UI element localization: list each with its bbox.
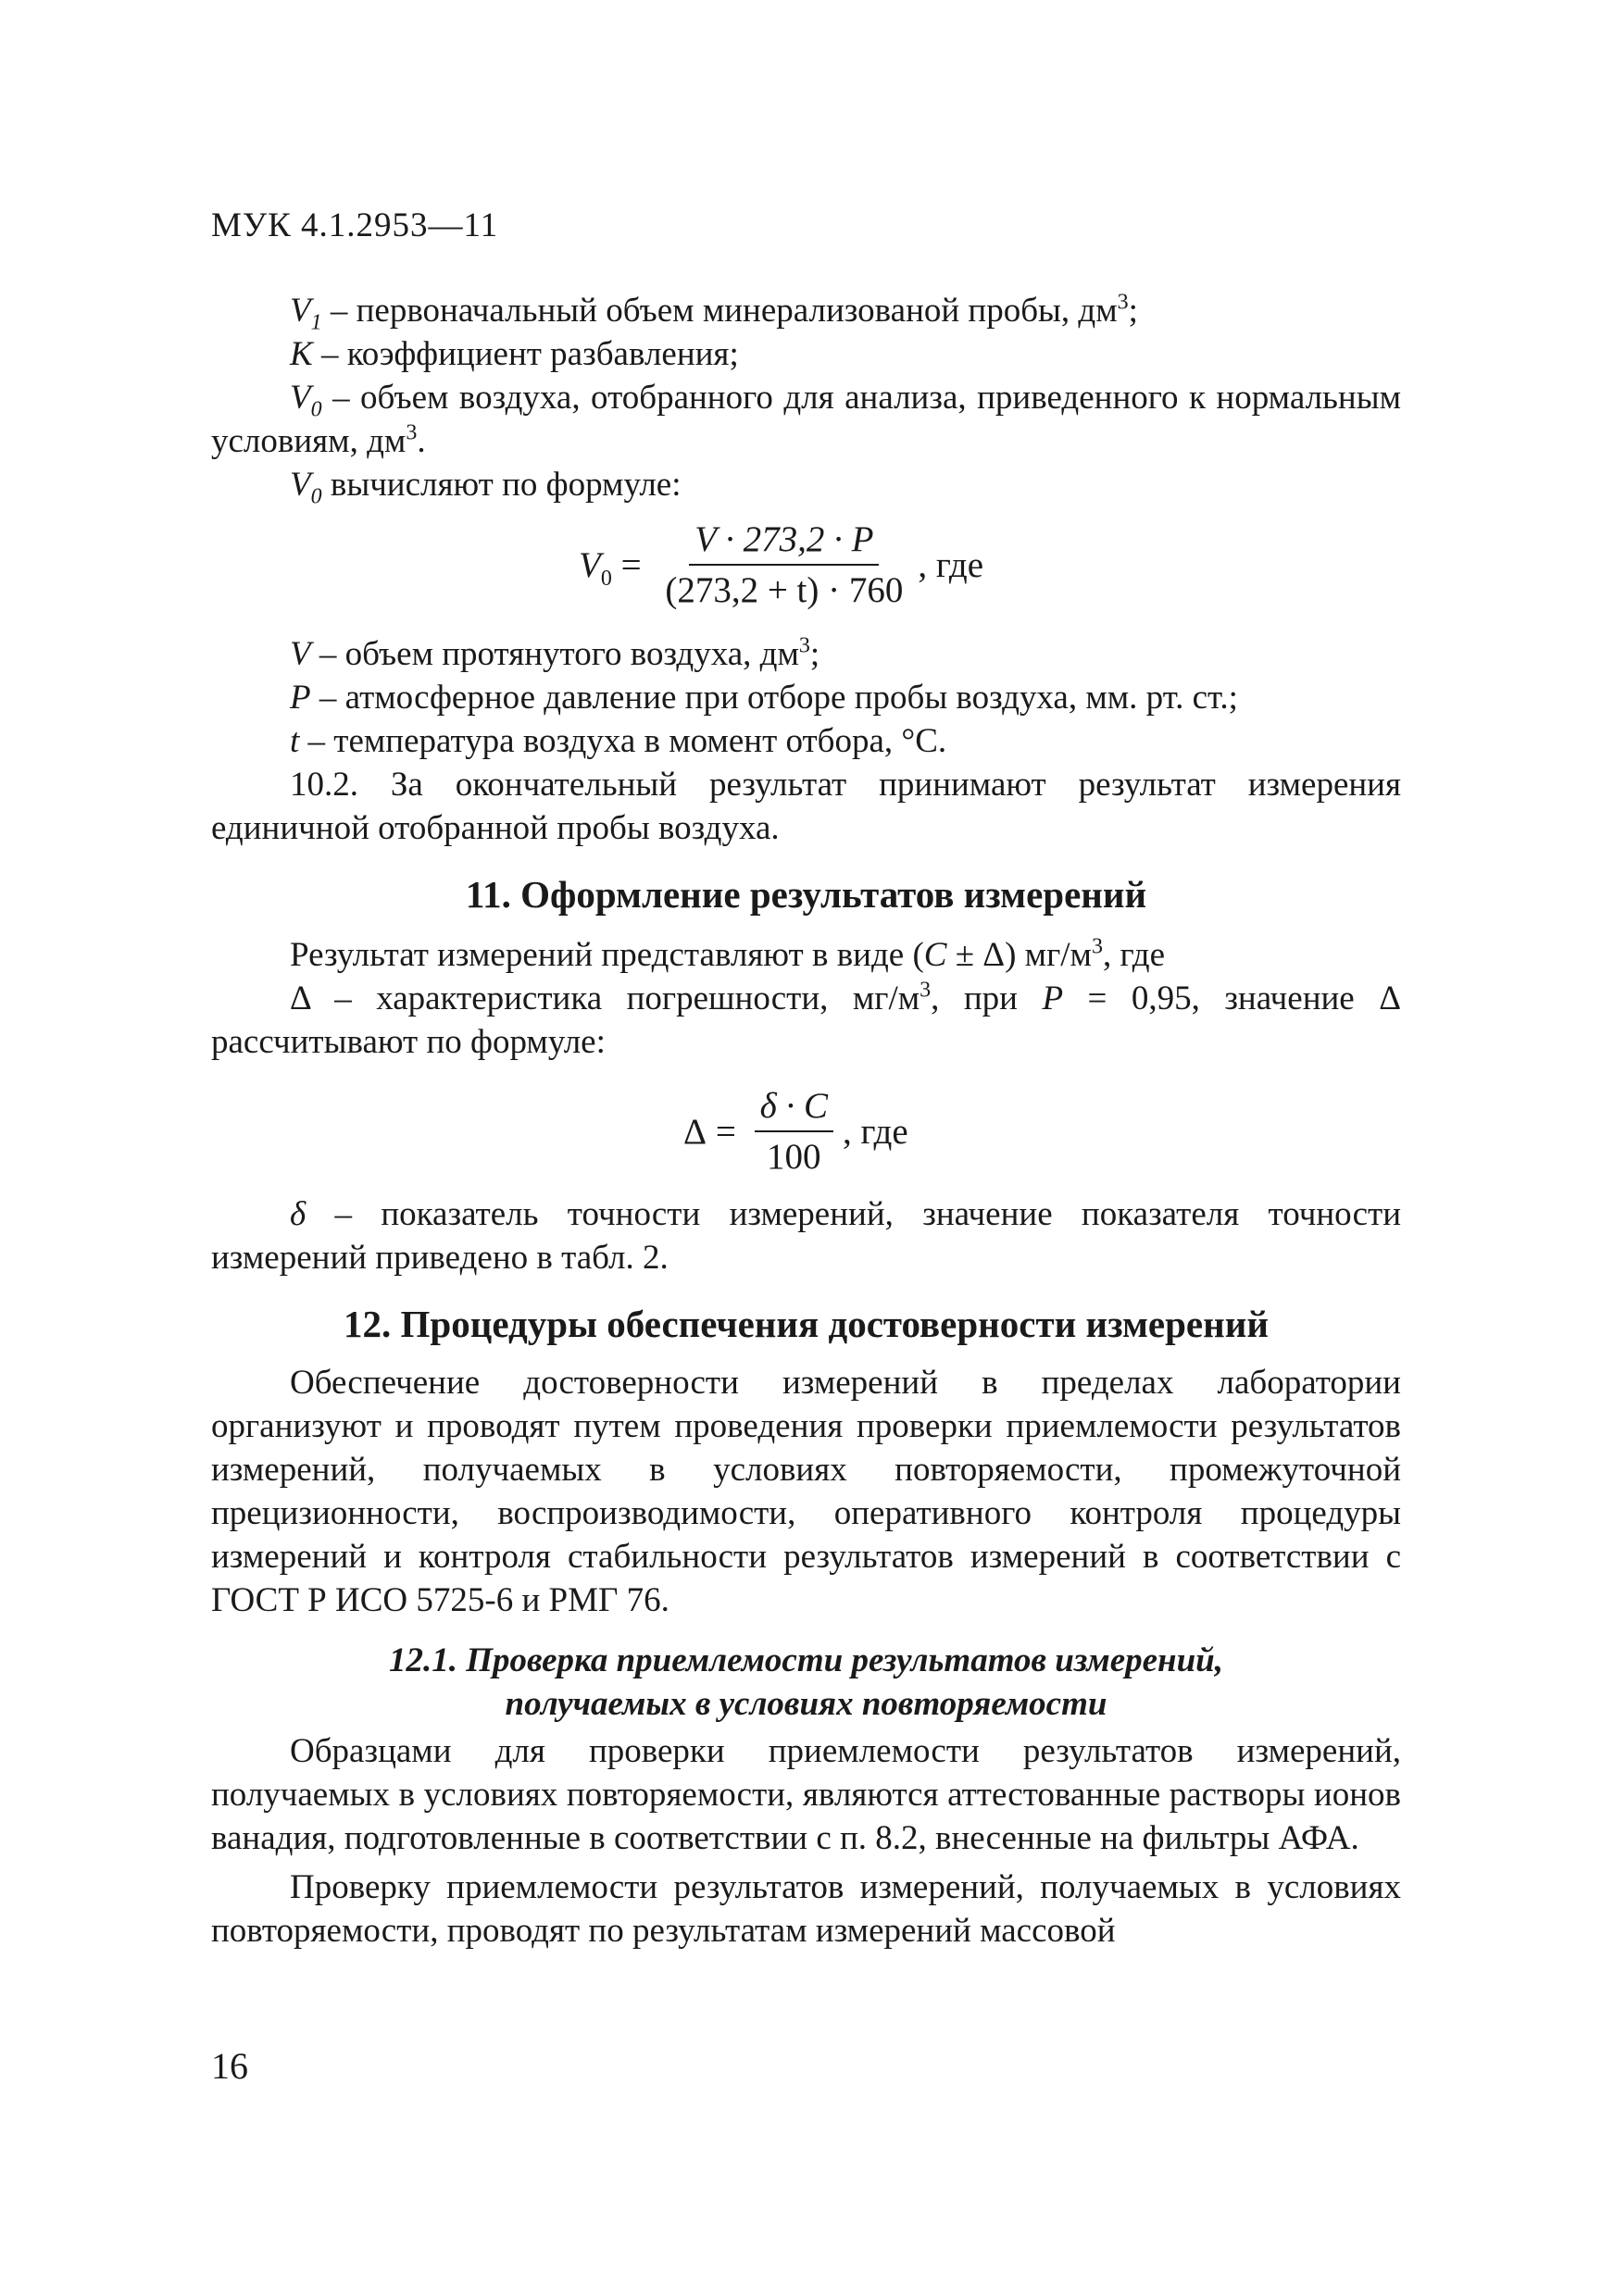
text: Результат измерений представляют в виде (: [290, 936, 924, 974]
paragraph-10-2: 10.2. За окончательный результат принимают результат измерения единичной отобранной пробы воздуха.: [211, 766, 1401, 847]
formula-v0: [579, 518, 983, 611]
superscript: 3: [1117, 290, 1129, 315]
punct: ;: [1128, 292, 1138, 330]
superscript: 3: [406, 420, 418, 445]
equals-sign: =: [707, 1111, 745, 1152]
text: Δ – характеристика погрешности, мг/м: [290, 980, 920, 1017]
def-v0: [211, 376, 1401, 463]
superscript: 3: [920, 978, 932, 1003]
subscript: 0: [310, 397, 322, 422]
formula-suffix: , где: [918, 544, 984, 585]
text: = 0,95, значение Δ рассчитывают по формуле:: [211, 980, 1401, 1061]
def-text: – коэффициент разбавления;: [312, 335, 739, 373]
definitions-top: [211, 289, 1401, 509]
subscript: 0: [600, 566, 612, 591]
def-text: – первоначальный объем минерализованой пробы, дм: [321, 292, 1118, 330]
def-text: – атмосферное давление при отборе пробы воздуха, мм. рт. ст.;: [310, 679, 1238, 717]
section-12-1-title: [211, 1639, 1401, 1726]
var-v: V: [579, 544, 601, 585]
var-t: t: [290, 722, 300, 760]
delta-definition-block: [211, 1192, 1401, 1279]
def-text: – объем воздуха, отобранного для анализа, приведенного к нормальным условиям, дм: [211, 379, 1401, 460]
def-text: – температура воздуха в момент отбора, °С.: [299, 722, 947, 760]
def-text: вычисляют по формуле:: [321, 466, 682, 504]
def-k: [211, 332, 1401, 376]
def-v1: [211, 289, 1401, 335]
fraction-numerator: V · 273,2 · P: [689, 518, 879, 566]
section-12-paragraph: Обеспечение достоверности измерений в пределах лаборатории организуют и проводят путем проведения проверки приемлемости результатов измерений, получаемых в условиях повторяемости, промежуточной прецизионности, воспроизводимости, оперативного контроля процедуры измерений и контроля стабильности результатов измерений в соответствии с ГОСТ Р ИСО 5725-6 и РМГ 76.: [211, 1364, 1401, 1619]
punct: ;: [809, 635, 820, 673]
def-text: – объем протянутого воздуха, дм: [310, 635, 799, 673]
superscript: 3: [798, 633, 810, 658]
def-t: [211, 719, 1401, 763]
formula-suffix: , где: [843, 1111, 908, 1152]
fraction-denominator: (273,2 + t) · 760: [665, 570, 904, 610]
formula-lhs: [579, 544, 612, 591]
delta-definition-paragraph: [211, 977, 1401, 1064]
section-12-title: 12. Процедуры обеспечения достоверности измерений: [344, 1303, 1269, 1345]
fraction: [755, 1085, 833, 1178]
punct: .: [417, 422, 426, 460]
fraction: [659, 518, 908, 611]
def-text: – показатель точности измерений, значение показателя точности измерений приведено в табл. 2.: [211, 1195, 1401, 1277]
var-v: V: [290, 292, 311, 330]
title-line: 12.1. Проверка приемлемости результатов измерений,: [388, 1641, 1223, 1679]
var-p: Р: [1042, 980, 1064, 1017]
section-12-1-paragraph-2: Проверку приемлемости результатов измерений, получаемых в условиях повторяемости, проводят по результатам измерений массовой: [211, 1868, 1401, 1950]
section-12-1-body: [211, 1729, 1401, 1953]
text: , где: [1102, 936, 1166, 974]
section-12-body: [211, 1361, 1401, 1622]
subscript: 1: [310, 310, 322, 335]
superscript: 3: [1091, 934, 1103, 959]
document-code-header: МУК 4.1.2953—11: [211, 206, 499, 244]
section-11-body: [211, 933, 1401, 1064]
text: , при: [931, 980, 1043, 1017]
def-p: [211, 676, 1401, 719]
equals-sign: =: [611, 544, 651, 585]
calc-intro: [211, 463, 1401, 509]
fraction-numerator: δ · C: [755, 1085, 833, 1132]
var-v: V: [290, 466, 311, 504]
text: ± Δ) мг/м: [946, 936, 1092, 974]
title-line: получаемых в условиях повторяемости: [505, 1685, 1107, 1723]
fraction-denominator: 100: [767, 1137, 821, 1177]
result-format-paragraph: [211, 933, 1401, 977]
page-number: 16: [211, 2045, 248, 2087]
var-v: V: [290, 379, 311, 417]
definitions-mid: [211, 632, 1401, 850]
var-delta: δ: [290, 1195, 307, 1233]
section-11-title: 11. Оформление результатов измерений: [465, 873, 1147, 916]
formula-lhs: Δ: [683, 1111, 707, 1152]
def-delta: [211, 1192, 1401, 1279]
var-v: V: [290, 635, 311, 673]
var-c: С: [923, 936, 947, 974]
section-12-1-paragraph-1: Образцами для проверки приемлемости результатов измерений, получаемых в условиях повторяемости, являются аттестованные растворы ионов ванадия, подготовленные в соответствии с п. 8.2, внесенные на фильтры АФА.: [211, 1732, 1401, 1857]
var-p: P: [290, 679, 311, 717]
def-v: [211, 632, 1401, 676]
var-k: K: [290, 335, 313, 373]
subscript: 0: [310, 484, 322, 509]
formula-delta: [683, 1085, 908, 1178]
